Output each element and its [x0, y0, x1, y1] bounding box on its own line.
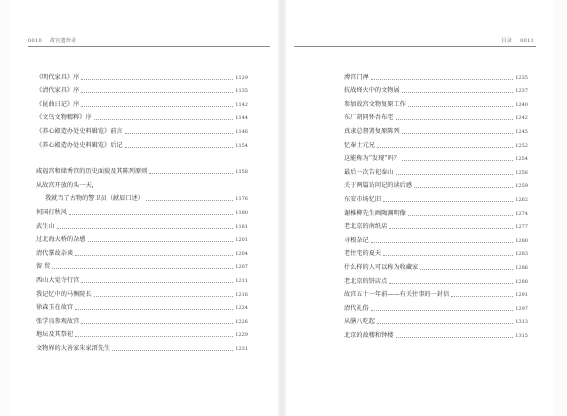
toc-entry: [344, 313, 528, 327]
toc-entry: [36, 82, 248, 96]
toc-entry-title: 老北京的南纸店: [344, 223, 388, 231]
toc-entry-page: 1283: [515, 251, 528, 258]
toc-entry-page: 1315: [515, 332, 528, 339]
toc-dot-leader: [377, 323, 513, 324]
toc-entry: [36, 339, 248, 353]
toc-dot-leader: [408, 215, 513, 216]
toc-entry-title: 我就当了古物的警卫员（献辰口述）: [45, 195, 144, 203]
toc-dot-leader: [81, 323, 233, 324]
toc-entry-page: 1216: [235, 291, 248, 298]
toc-dot-leader: [389, 228, 513, 229]
toc-entry: [36, 244, 248, 258]
toc-dot-leader: [420, 269, 513, 270]
right-page-number: 0011: [520, 38, 534, 44]
toc-dot-leader: [383, 255, 513, 256]
toc-dot-leader: [149, 173, 233, 174]
toc-dot-leader: [75, 336, 233, 337]
toc-entry: [36, 203, 248, 217]
toc-entry-page: 1291: [515, 292, 528, 299]
toc-entry-page: 1252: [515, 142, 528, 149]
toc-dot-leader: [402, 160, 513, 161]
toc-entry: [36, 136, 248, 150]
left-page: [10, 0, 278, 416]
toc-dot-leader: [52, 268, 233, 269]
toc-entry-title: 溥宫门禅: [344, 73, 369, 81]
toc-entry: [36, 122, 248, 136]
toc-entry-page: 1231: [235, 345, 248, 352]
toc-entry-title: 忆奉士元兄: [344, 141, 375, 149]
toc-dot-leader: [408, 106, 513, 107]
toc-entry-page: 1256: [515, 169, 528, 176]
toc-dot-leader: [371, 242, 514, 243]
right-header-rule: [294, 46, 536, 47]
left-toc-list: [36, 68, 248, 353]
toc-dot-leader: [69, 214, 233, 215]
toc-entry-title: 徐森玉在故宫: [36, 304, 74, 312]
toc-entry-title: 地坛及其祭祀: [36, 331, 74, 339]
toc-entry-title: 从膳八吃起: [344, 318, 375, 326]
right-section-label: 目录: [501, 38, 513, 44]
toc-dot-leader: [81, 106, 233, 107]
toc-entry: [36, 326, 248, 340]
toc-dot-leader: [81, 92, 233, 93]
toc-entry-title: 清代掌故杂谈: [36, 249, 74, 257]
toc-entry: [36, 95, 248, 109]
toc-entry: [344, 95, 528, 109]
toc-dot-leader: [146, 200, 233, 201]
toc-entry-title: 《文鸟文物精粹》序: [36, 114, 92, 122]
toc-entry-page: 1180: [235, 209, 248, 216]
toc-entry: [344, 177, 528, 191]
toc-entry: [36, 285, 248, 299]
toc-entry-title: 《明代家具》序: [36, 73, 80, 81]
toc-dot-leader: [81, 282, 233, 283]
toc-dot-leader: [88, 241, 234, 242]
toc-dot-leader: [125, 147, 234, 148]
toc-entry: [344, 136, 528, 150]
toc-entry: [36, 190, 248, 204]
toc-entry: [344, 163, 528, 177]
right-toc-list: [344, 68, 528, 340]
toc-entry-page: 1181: [235, 223, 248, 230]
toc-entry-page: 1313: [515, 319, 528, 326]
toc-dot-leader: [377, 147, 513, 148]
toc-entry-page: 1235: [515, 74, 528, 81]
toc-entry: [344, 109, 528, 123]
toc-entry-page: 1158: [235, 169, 248, 176]
toc-entry-title: 真隶总督署复原陈列: [344, 127, 400, 135]
toc-entry-page: 1224: [235, 305, 248, 312]
toc-entry-title: 抗战烽火中的文物展: [344, 87, 400, 95]
toc-entry: [344, 272, 528, 286]
toc-entry-page: 1176: [235, 196, 248, 203]
toc-entry: [344, 231, 528, 245]
toc-entry-title: 何国打秋风: [36, 208, 67, 216]
toc-entry-title: 参加故宫文物复原工作: [344, 100, 406, 108]
toc-entry: [344, 122, 528, 136]
book-gutter: [278, 0, 286, 416]
left-book-title: 故宫遗珍录: [49, 38, 77, 44]
toc-entry-page: 1237: [515, 88, 528, 95]
toc-dot-leader: [396, 174, 514, 175]
toc-entry-page: 1297: [515, 305, 528, 312]
toc-entry-page: 1146: [235, 128, 248, 135]
toc-entry-page: 1135: [235, 88, 248, 95]
toc-entry-page: 1226: [235, 318, 248, 325]
toc-entry-title: 武生山: [36, 222, 55, 230]
toc-dot-leader: [75, 255, 233, 256]
toc-entry: [36, 299, 248, 313]
toc-dot-leader: [112, 350, 233, 351]
toc-entry-title: 北京的故楼和钟楼: [344, 331, 394, 339]
toc-entry: [344, 150, 528, 164]
toc-entry-title: 东安市场忆旧: [344, 195, 382, 203]
toc-entry-title: 我记忆中的马衡院长: [36, 290, 92, 298]
toc-entry-page: 1288: [515, 278, 528, 285]
toc-entry-page: 1211: [235, 277, 248, 284]
toc-dot-leader: [81, 79, 233, 80]
toc-entry-page: 1262: [515, 196, 528, 203]
left-header-rule: [28, 46, 270, 47]
toc-entry-page: 1274: [515, 210, 528, 217]
toc-entry: [344, 299, 528, 313]
toc-entry: [344, 204, 528, 218]
toc-dot-leader: [383, 201, 513, 202]
toc-entry-title: 清代礼俗: [344, 304, 369, 312]
toc-entry: [36, 68, 248, 82]
toc-entry-title: 最后一次告祀泰山: [344, 168, 394, 176]
toc-entry-title: 关于两篇访问记的读后感: [344, 182, 413, 190]
toc-entry-page: 1259: [515, 183, 528, 190]
toc-entry-title: 谢椎柳先生画陶渊明像: [344, 209, 406, 217]
toc-entry: [344, 218, 528, 232]
toc-dot-leader: [396, 337, 514, 338]
toc-entry-page: 1154: [235, 142, 248, 149]
toc-entry: [344, 258, 528, 272]
toc-entry: [36, 271, 248, 285]
toc-entry-title: 咸福宫和储秀宫的历史面貌及其陈列原则: [36, 168, 148, 176]
toc-entry: [36, 217, 248, 231]
toc-entry-page: 1207: [235, 264, 248, 271]
toc-entry-page: 1201: [235, 237, 248, 244]
toc-entry: [344, 82, 528, 96]
toc-entry-title: 寻根杂记: [344, 236, 369, 244]
left-page-number: 0010: [28, 38, 42, 44]
toc-entry-title: 老北京的饼店点: [344, 277, 388, 285]
toc-dot-leader: [94, 119, 234, 120]
toc-entry: [36, 312, 248, 326]
toc-dot-leader: [57, 228, 234, 229]
toc-entry-title: 老住宅的夏天: [344, 250, 382, 258]
toc-entry-title: 留 贸: [36, 263, 51, 271]
toc-entry-title: 《养心殿造办处史料辑览》前言: [36, 127, 123, 135]
toc-entry-title: 什么样的人可以称为收藏家: [344, 263, 419, 271]
toc-dot-leader: [402, 92, 514, 93]
toc-dot-leader: [371, 310, 514, 311]
toc-dot-leader: [125, 133, 234, 134]
toc-entry: [344, 190, 528, 204]
toc-entry: [344, 326, 528, 340]
toc-entry: [36, 258, 248, 272]
toc-entry: [36, 176, 248, 190]
toc-entry-title: 这能称为“发现”吗？: [344, 155, 400, 163]
toc-entry-page: 1286: [515, 264, 528, 271]
right-page-header: [501, 37, 534, 44]
toc-entry-page: 1240: [515, 101, 528, 108]
toc-entry-title: 西山大觉寺行宫: [36, 276, 80, 284]
toc-entry: [36, 109, 248, 123]
toc-entry-title: 东厂胡同怀吾布宅: [344, 114, 394, 122]
toc-entry-page: 1142: [235, 101, 248, 108]
toc-dot-leader: [371, 79, 514, 80]
toc-entry-title: 《清代家具》序: [36, 87, 80, 95]
toc-entry-title: 从故宫开放的头一天，: [36, 181, 98, 189]
toc-entry: [36, 163, 248, 177]
left-page-header: [28, 37, 76, 44]
toc-entry-page: 1245: [515, 128, 528, 135]
toc-entry-page: 1277: [515, 224, 528, 231]
toc-entry-page: 1129: [235, 74, 248, 81]
toc-entry: [36, 231, 248, 245]
toc-dot-leader: [451, 296, 513, 297]
toc-entry: [344, 245, 528, 259]
toc-dot-leader: [94, 296, 234, 297]
toc-entry-page: 1204: [235, 250, 248, 257]
toc-entry-title: 故宫五十一年前——有关往事的一封信: [344, 291, 450, 299]
toc-entry-title: 《养心殿造办处史料辑览》后记: [36, 141, 123, 149]
toc-entry-page: 1254: [515, 156, 528, 163]
right-page: [286, 0, 554, 416]
toc-entry-title: 文物界的大善家朱家溍先生: [36, 344, 111, 352]
toc-dot-leader: [402, 133, 514, 134]
toc-entry-page: 1242: [515, 115, 528, 122]
toc-dot-leader: [75, 309, 233, 310]
toc-entry-title: 张学良参观故宫: [36, 317, 80, 325]
toc-dot-leader: [389, 283, 513, 284]
toc-entry: [344, 286, 528, 300]
toc-entry-page: 1144: [235, 115, 248, 122]
toc-entry: [344, 68, 528, 82]
toc-entry-page: 1280: [515, 237, 528, 244]
toc-dot-leader: [414, 187, 513, 188]
toc-entry-title: 《昆曲日记》序: [36, 100, 80, 108]
toc-entry-title: 过北海大桥的杂感: [36, 236, 86, 244]
toc-entry-page: 1229: [235, 332, 248, 339]
toc-dot-leader: [396, 119, 514, 120]
